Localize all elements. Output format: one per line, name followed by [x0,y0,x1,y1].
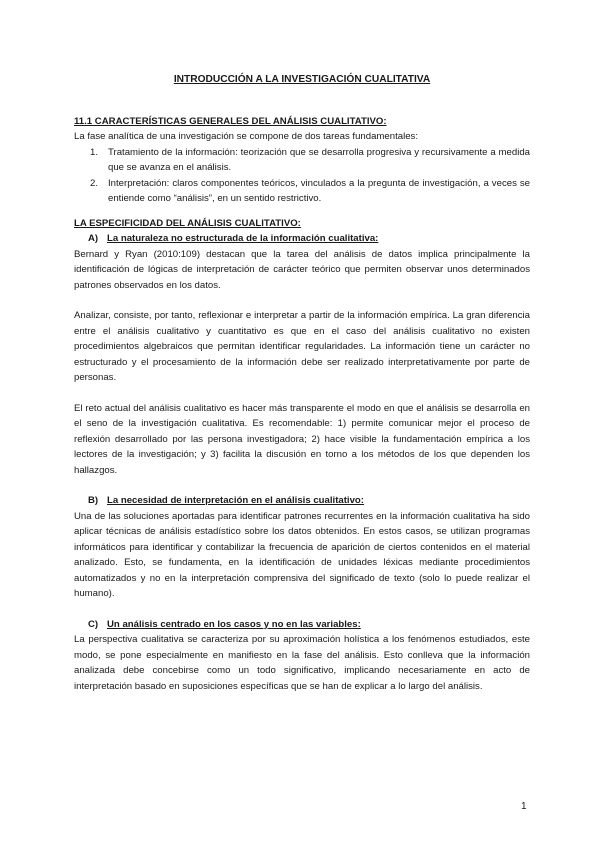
subsection-a-heading [88,231,530,247]
subsection-b-letter: B) [88,495,99,506]
list-item-number: 2. [90,177,99,189]
section-1-heading: 11.1 CARACTERÍSTICAS GENERALES DEL ANÁLISIS CUALITATIVO: [74,115,387,127]
subsection-b-heading [88,493,530,509]
tasks-list [74,145,530,207]
paragraph: Una de las soluciones aportadas para identificar patrones recurrentes en la información cualitativa ha sido aplicar técnicas de análisis estadístico sobre los datos obtenidos. En estos casos, se utilizan programas informáticos para identificar y contabilizar la frecuencia de aparición de ciertos contenidos en el material analizado. Esto, se fundamenta, en la identificación de unidades léxicas mediante procedimientos automatizados y no en la interpretación comprensiva del significado de texto (solo lo puede realizar el humano). [74,510,530,599]
section-1-intro: La fase analítica de una investigación se compone de dos tareas fundamentales: [74,131,419,142]
section-2-heading: LA ESPECIFICIDAD DEL ANÁLISIS CUALITATIVO: [74,217,301,229]
subsection-c-letter: C) [88,618,99,630]
list-item-number: 1. [90,146,99,158]
subsection-b-title: La necesidad de interpretación en el análisis cualitativo: [107,495,364,506]
subsection-a-letter: A) [88,233,99,244]
paragraph: Analizar, consiste, por tanto, reflexionar e interpretar a partir de la información empírica. La gran diferencia entre el análisis cualitativo y cuantitativo es que en el caso del análisis cualitativo no existen procedimientos algebraicos que permitan identificar regularidades. La información tiene un carácter no estructurado y el procesamiento de la información debe ser realizado interpretativamente por parte de personas. [74,310,530,383]
page-number: 1 [521,801,527,812]
list-item-text: Interpretación: claros componentes teóricos, vinculados a la pregunta de investigación, a veces se entiende como “análisis”, en un sentido restrictivo. [108,177,530,204]
subsection-c-heading [88,617,530,633]
document-page [74,72,530,694]
paragraph: Bernard y Ryan (2010:109) destacan que la tarea del análisis de datos implica principalmente la identificación de lógicas de interpretación de carácter teórico que permiten observar unos determinados patrones observados en los datos. [74,248,530,291]
paragraph: El reto actual del análisis cualitativo es hacer más transparente el modo en que el análisis se desarrolla en el seno de la investigación cualitativa. Es recomendable: 1) permite comunicar mejor el proceso de reflexión desarrollado por las persona investigadora; 2) hace visible la fundamentación empírica a los lectores de la investigación; y 3) facilita la discusión en torno a los métodos de los que dependen los hallazgos. [74,402,530,476]
subsection-a-title: La naturaleza no estructurada de la información cualitativa: [107,233,379,244]
document-title: INTRODUCCIÓN A LA INVESTIGACIÓN CUALITATIVA [173,74,431,85]
list-item [74,176,530,207]
subsection-c-title: Un análisis centrado en los casos y no en las variables: [107,618,361,630]
paragraph: La perspectiva cualitativa se caracteriza por su aproximación holística a los fenómenos estudiados, este modo, se pone especialmente en manifiesto en la fase del análisis. Esto conlleva que la información analizada debe concebirse como un todo significativo, implicando necesariamente en acto de interpretación basado en suposiciones específicas que se han de explicar a lo largo del análisis. [74,634,530,692]
list-item [74,145,530,176]
list-item-text: Tratamiento de la información: teorización que se desarrolla progresiva y recursivamente a medida que se avanza en el análisis. [108,146,530,173]
